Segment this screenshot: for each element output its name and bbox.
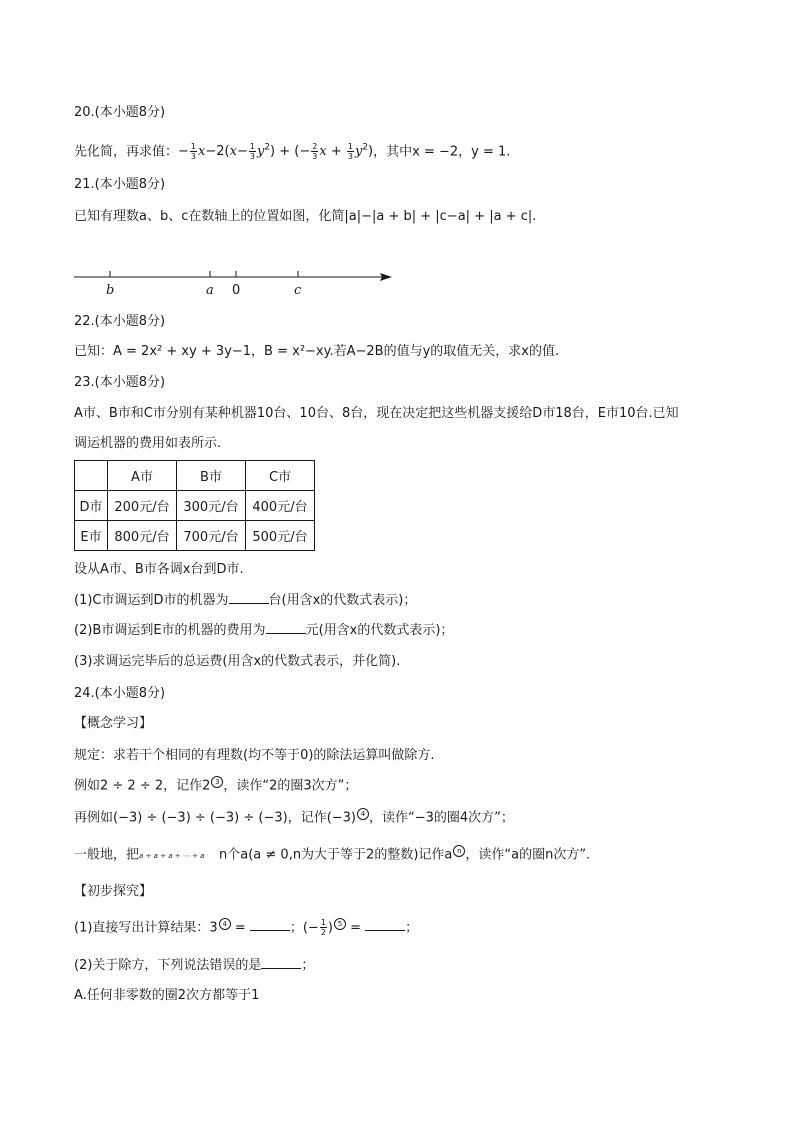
q24-header: 24.(本小题8分) bbox=[74, 686, 166, 701]
answer-blank[interactable] bbox=[250, 918, 290, 931]
circled-4: 4 bbox=[357, 808, 369, 820]
table-cell bbox=[75, 461, 108, 491]
q23-intro-1: A市、B市和C市分别有某种机器10台、10台、8台，现在决定把这些机器支援给D市18台，E市10台.已知 bbox=[74, 406, 679, 421]
q24-rule: 规定：求若干个相同的有理数(均不等于0)的除法运算叫做除方. bbox=[74, 748, 435, 763]
table-row bbox=[75, 521, 315, 551]
q23-part-2-tail: 元(用含x的代数式表示)； bbox=[305, 623, 454, 638]
table-cell: E市 bbox=[75, 521, 108, 551]
q23-part-1-tail: 台(用含x的代数式表示)； bbox=[268, 593, 417, 608]
q20-condition: x = −2，y = 1. bbox=[412, 144, 511, 160]
q23-part-3: (3)求调运完毕后的总运费(用含x的代数式表示，并化简). bbox=[74, 654, 401, 669]
table-cell: 200元/台 bbox=[108, 491, 177, 521]
equals: = bbox=[346, 920, 366, 936]
q24-example-2 bbox=[74, 808, 514, 828]
table-cell: 800元/台 bbox=[108, 521, 177, 551]
q23-part-1 bbox=[74, 591, 416, 611]
q24-general-mid: n个a(a ≠ 0,n为大于等于2的整数)记作a bbox=[219, 847, 453, 863]
table-cell: B市 bbox=[177, 461, 246, 491]
q24-example-2-tail: ，读作“−3的圈4次方”； bbox=[369, 810, 514, 826]
q20-suffix: ，其中 bbox=[373, 144, 413, 160]
answer-blank[interactable] bbox=[261, 956, 301, 969]
answer-blank[interactable] bbox=[229, 591, 269, 604]
table-row bbox=[75, 491, 315, 521]
q22-text: 已知：A = 2x² + xy + 3y−1，B = x²−xy.若A−2B的值与y的取值无关，求x的值. bbox=[74, 344, 560, 359]
table-cell: 300元/台 bbox=[177, 491, 246, 521]
q24-explore-heading: 【初步探究】 bbox=[74, 884, 153, 899]
table-cell: 700元/台 bbox=[177, 521, 246, 551]
q24-explore-1-mid: ；(− bbox=[289, 920, 319, 936]
q24-example-2-text: 再例如(−3) ÷ (−3) ÷ (−3) ÷ (−3)，记作(−3) bbox=[74, 810, 357, 826]
q20-prefix: 先化简，再求值： bbox=[74, 144, 179, 160]
q24-option-a: A.任何非零数的圈2次方都等于1 bbox=[74, 988, 260, 1003]
cost-table bbox=[74, 460, 315, 551]
paren-close: ) bbox=[327, 920, 333, 936]
q21-text: 已知有理数a、b、c在数轴上的位置如图，化简|a|−|a + b| + |c−a| + |a + c|. bbox=[74, 209, 537, 224]
circled-4: 4 bbox=[219, 918, 231, 930]
circled-3: 3 bbox=[211, 776, 223, 788]
circled-5: 5 bbox=[334, 918, 346, 930]
q24-general-text: 一般地，把 bbox=[74, 847, 140, 863]
q20-header: 20.(本小题8分) bbox=[74, 105, 166, 120]
answer-blank[interactable] bbox=[266, 621, 306, 634]
table-cell: C市 bbox=[246, 461, 315, 491]
q24-explore-2-tail: ； bbox=[301, 958, 315, 973]
table-header-row bbox=[75, 461, 315, 491]
q24-explore-1-tail: ； bbox=[405, 920, 419, 936]
q24-example-1 bbox=[74, 776, 357, 796]
q24-explore-1: (1)直接写出计算结果：3 4 = ；(− $\frac{1}{2}$ ) 5 = ； bbox=[74, 918, 419, 938]
q24-example-1-text: 例如2 ÷ 2 ÷ 2，记作2 bbox=[74, 778, 211, 794]
q24-explore-1-text: (1)直接写出计算结果：3 bbox=[74, 920, 218, 936]
q22-header: 22.(本小题8分) bbox=[74, 314, 166, 329]
q24-explore-2 bbox=[74, 956, 314, 976]
q24-general-top: a ÷ a ÷ a ÷ ⋯ ÷ a bbox=[139, 852, 205, 861]
q21-header: 21.(本小题8分) bbox=[74, 177, 166, 192]
axis-label-a: a bbox=[206, 283, 214, 298]
q23-header: 23.(本小题8分) bbox=[74, 375, 166, 390]
table-cell: D市 bbox=[75, 491, 108, 521]
axis-label-b: b bbox=[106, 283, 115, 298]
circled-n: n bbox=[453, 845, 465, 857]
q23-part-2 bbox=[74, 621, 453, 641]
q20-problem bbox=[74, 138, 510, 162]
axis-label-zero: 0 bbox=[232, 283, 241, 298]
q23-intro-2: 调运机器的费用如表所示. bbox=[74, 436, 222, 451]
q23-part-1-text: (1)C市调运到D市的机器为 bbox=[74, 593, 229, 608]
table-cell: 500元/台 bbox=[246, 521, 315, 551]
q23-part-2-text: (2)B市调运到E市的机器的费用为 bbox=[74, 623, 266, 638]
q24-general-tail: ，读作“a的圈n次方”. bbox=[465, 847, 591, 863]
q24-example-1-tail: ，读作“2的圈3次方”； bbox=[223, 778, 358, 794]
q23-setup: 设从A市、B市各调x台到D市. bbox=[74, 562, 244, 577]
q24-concept-heading: 【概念学习】 bbox=[74, 716, 153, 731]
answer-blank[interactable] bbox=[365, 918, 405, 931]
q24-general bbox=[74, 845, 590, 865]
q20-expression: − $\frac{1}{3}$ x−2(x− $\frac{1}{3}$ $y^2$) + (− $\frac{2}{3}$ x + $\frac{1}{3}$ $y^2$) bbox=[178, 142, 374, 162]
table-cell: A市 bbox=[108, 461, 177, 491]
equals: = bbox=[230, 920, 250, 936]
q24-explore-2-text: (2)关于除方，下列说法错误的是 bbox=[74, 958, 262, 973]
table-cell: 400元/台 bbox=[246, 491, 315, 521]
axis-label-c: c bbox=[294, 283, 302, 298]
